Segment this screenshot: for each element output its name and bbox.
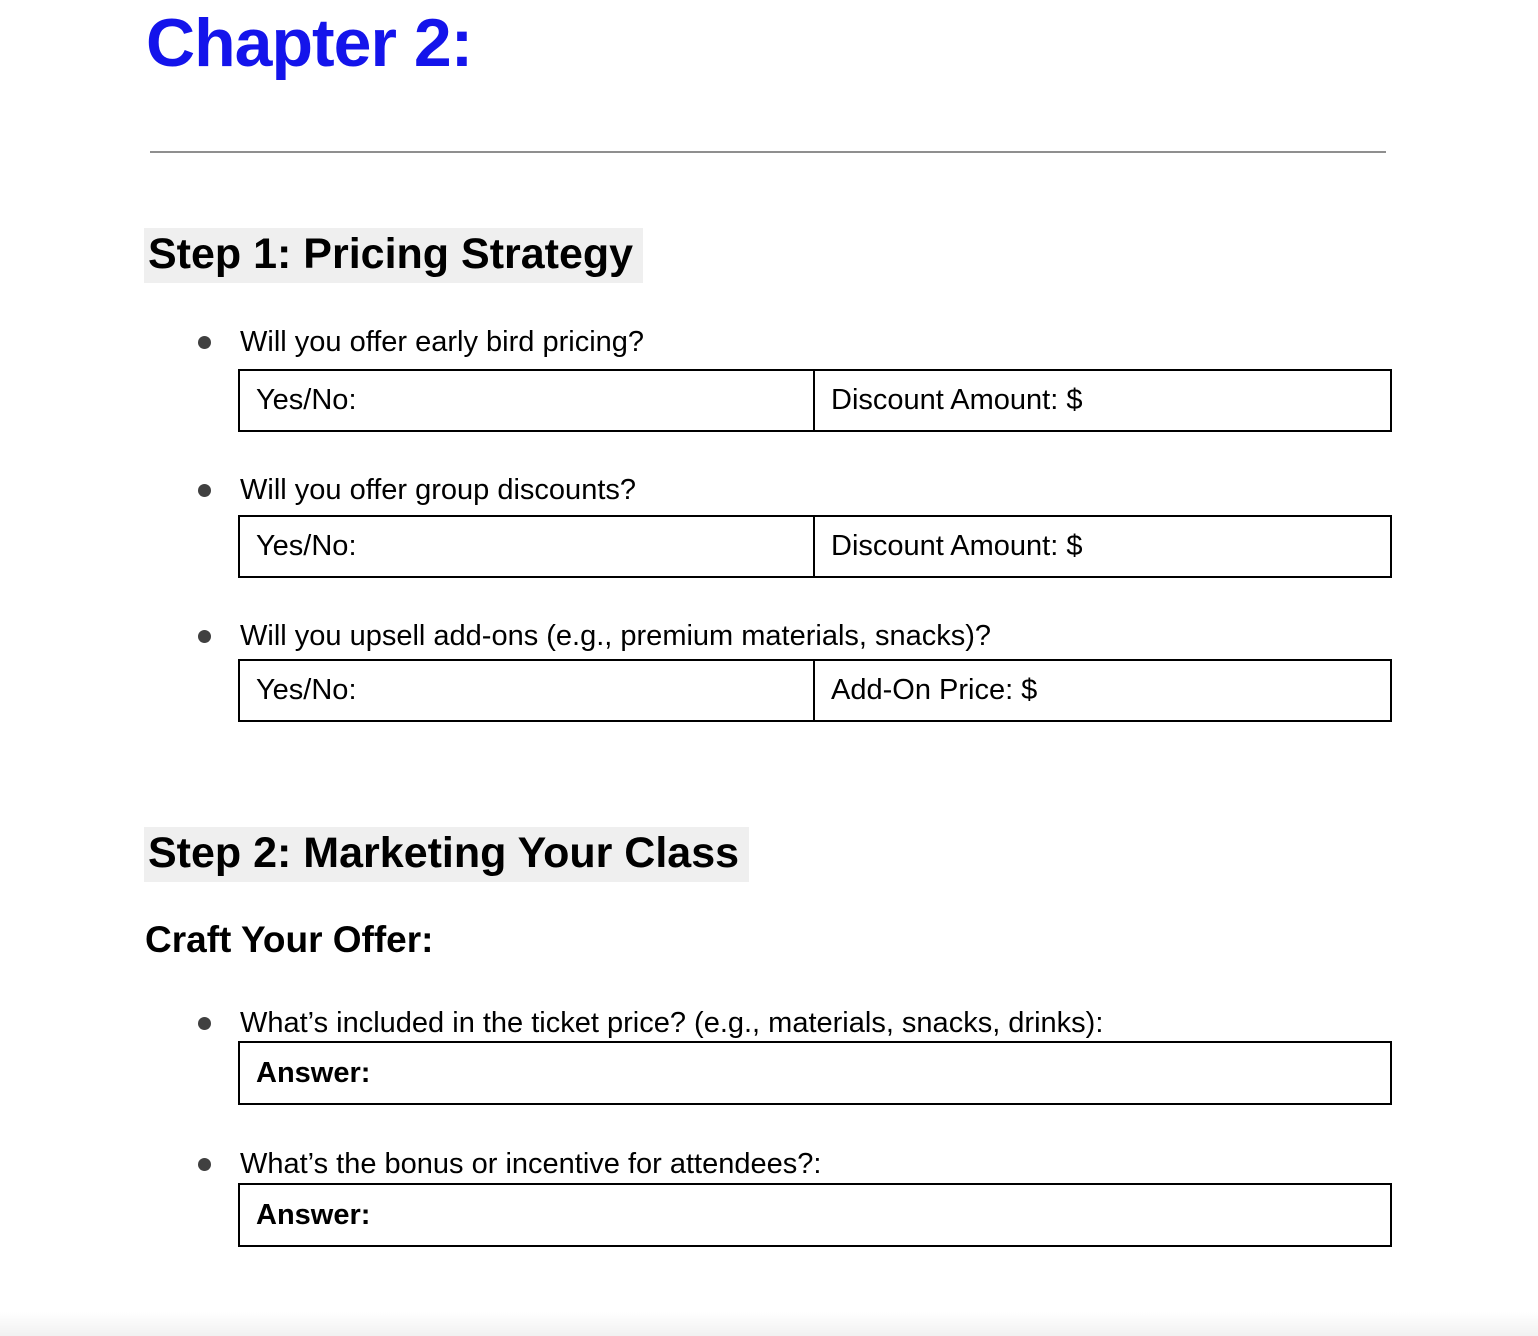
bullet-marker (198, 630, 211, 643)
discount-amount-field[interactable]: Discount Amount: $ (831, 384, 1083, 416)
early-bird-pricing-table (238, 369, 1392, 432)
question-text: Will you offer early bird pricing? (240, 326, 645, 358)
yes-no-field[interactable]: Yes/No: (240, 371, 815, 430)
answer-field[interactable]: Answer: (256, 1056, 371, 1089)
step1-heading: Step 1: Pricing Strategy (144, 228, 643, 283)
craft-your-offer-heading: Craft Your Offer: (145, 919, 434, 960)
list-item-ticket-price (198, 1006, 1103, 1040)
bullet-marker (198, 484, 211, 497)
question-text: Will you upsell add-ons (e.g., premium materials, snacks)? (240, 620, 992, 652)
step2-heading: Step 2: Marketing Your Class (144, 827, 749, 882)
question-text: Will you offer group discounts? (240, 474, 637, 506)
list-item-upsell-addons (198, 619, 991, 653)
yes-no-field[interactable]: Yes/No: (240, 661, 815, 720)
addon-upsell-table (238, 659, 1392, 722)
ticket-price-answer-box (238, 1041, 1392, 1105)
bullet-marker (198, 336, 211, 349)
list-item-bonus-incentive (198, 1147, 821, 1181)
yes-no-field[interactable]: Yes/No: (240, 517, 815, 576)
discount-amount-field[interactable]: Discount Amount: $ (831, 530, 1083, 562)
group-discount-table (238, 515, 1392, 578)
answer-field[interactable]: Answer: (256, 1198, 371, 1231)
bonus-incentive-answer-box (238, 1183, 1392, 1247)
question-text: What’s included in the ticket price? (e.g., materials, snacks, drinks): (240, 1007, 1104, 1039)
bullet-marker (198, 1158, 211, 1171)
list-item-group-discounts (198, 473, 636, 507)
addon-price-field[interactable]: Add-On Price: $ (831, 674, 1038, 706)
question-text: What’s the bonus or incentive for attendees?: (240, 1148, 822, 1180)
chapter-title: Chapter 2: (146, 5, 473, 81)
page-bottom-edge (0, 1312, 1538, 1336)
bullet-marker (198, 1017, 211, 1030)
list-item-early-bird (198, 325, 644, 359)
horizontal-divider (150, 151, 1386, 153)
